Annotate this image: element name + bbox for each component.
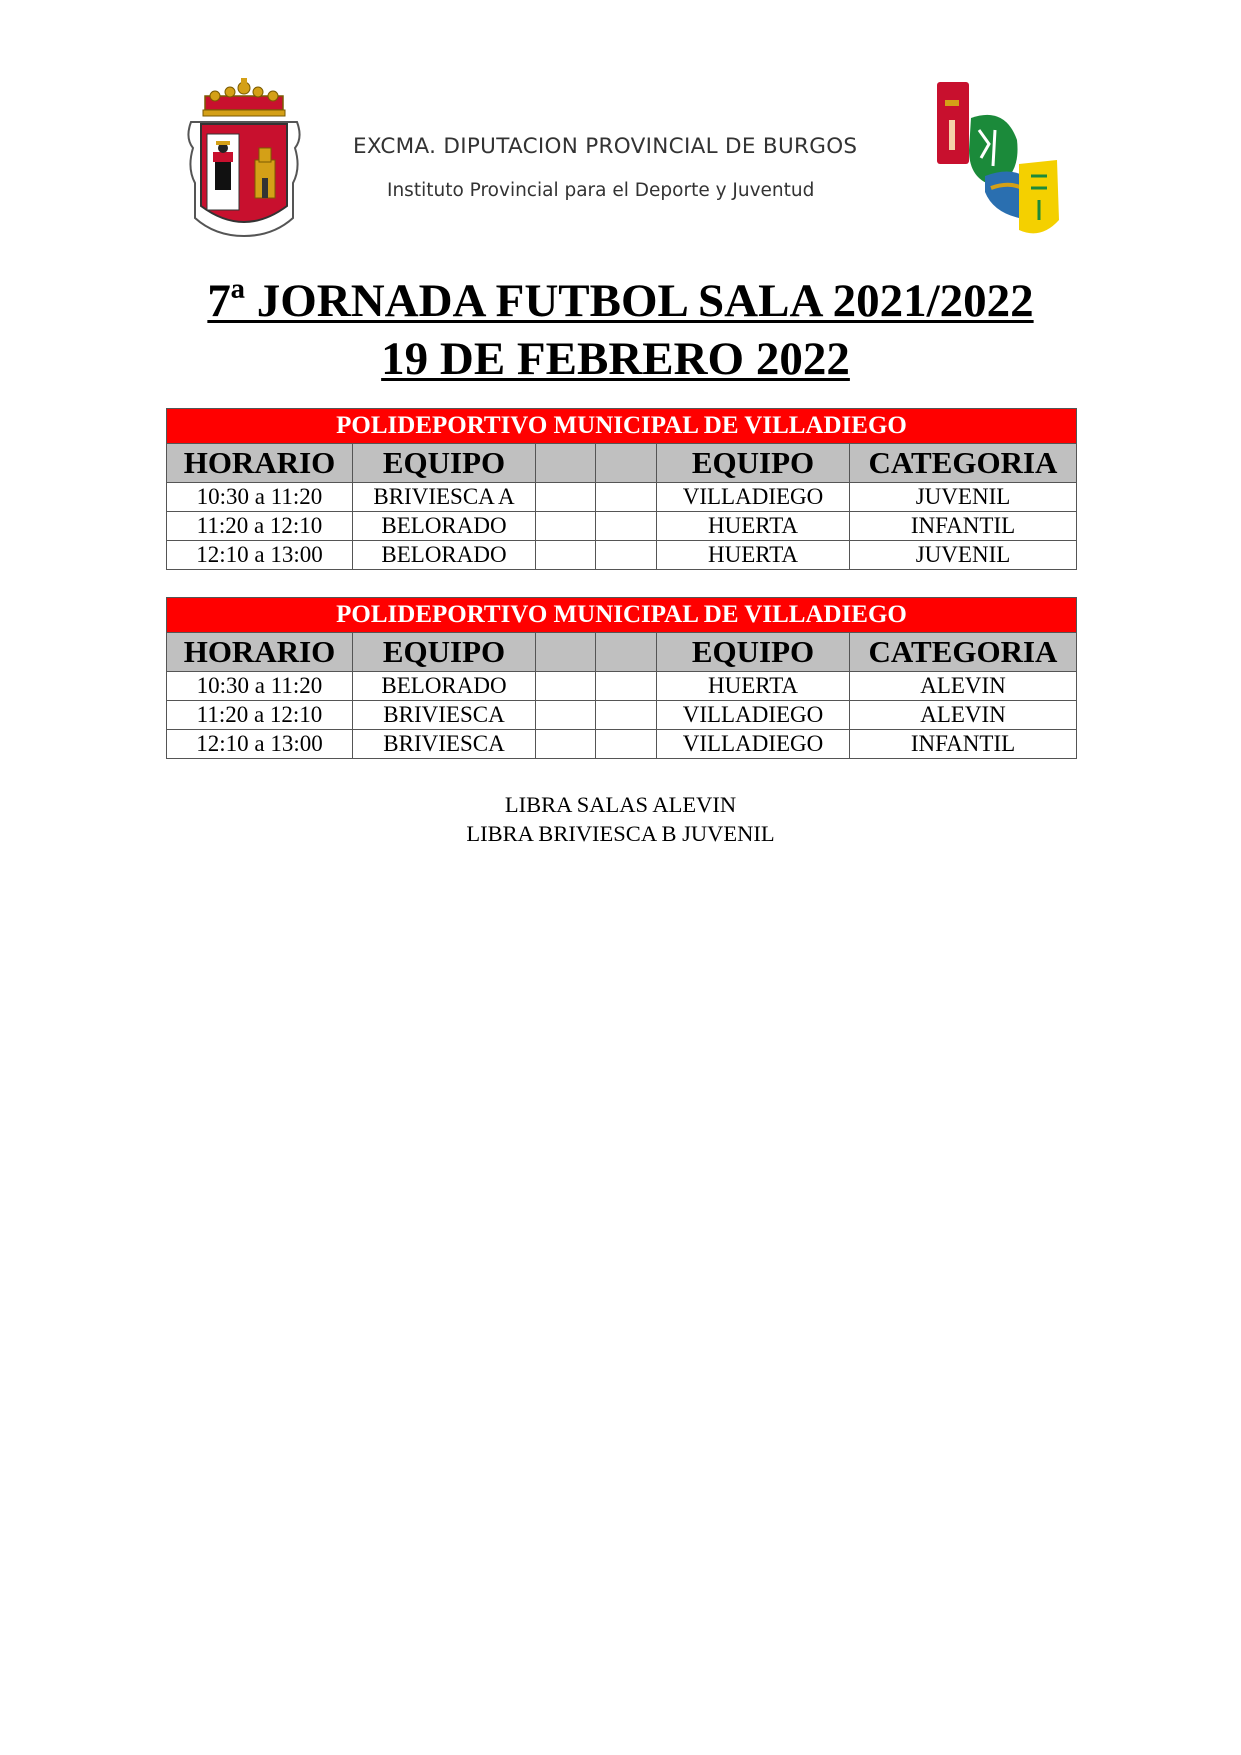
table-row (167, 672, 1077, 701)
score-cell (536, 730, 596, 759)
sports-institute-logo (935, 80, 1065, 242)
score-cell (596, 672, 657, 701)
score-cell (536, 672, 596, 701)
time-cell: 12:10 a 13:00 (167, 730, 353, 759)
coat-of-arms-logo (185, 78, 303, 238)
time-cell: 11:20 a 12:10 (167, 512, 353, 541)
table-row (167, 701, 1077, 730)
team-cell: BRIVIESCA A (353, 483, 536, 512)
time-cell: 10:30 a 11:20 (167, 483, 353, 512)
header-cell: EQUIPO (657, 633, 850, 672)
bye-note: LIBRA BRIVIESCA B JUVENIL (466, 821, 775, 846)
team-cell: VILLADIEGO (657, 701, 850, 730)
header-cell (536, 444, 596, 483)
table-row (167, 730, 1077, 759)
venue-name: POLIDEPORTIVO MUNICIPAL DE VILLADIEGO (167, 409, 1077, 444)
header-cell: EQUIPO (353, 633, 536, 672)
header-cell: HORARIO (167, 444, 353, 483)
time-cell: 11:20 a 12:10 (167, 701, 353, 730)
category-cell: JUVENIL (850, 541, 1077, 570)
team-cell: VILLADIEGO (657, 483, 850, 512)
title-line-2: 19 DE FEBRERO 2022 (381, 333, 850, 385)
organization-name: EXCMA. DIPUTACION PROVINCIAL DE BURGOS (353, 134, 858, 159)
bye-note: LIBRA SALAS ALEVIN (504, 792, 737, 817)
header-cell: CATEGORIA (850, 633, 1077, 672)
score-cell (596, 541, 657, 570)
team-cell: HUERTA (657, 541, 850, 570)
team-cell: BELORADO (353, 672, 536, 701)
score-cell (596, 483, 657, 512)
score-cell (536, 541, 596, 570)
page-title (0, 272, 1241, 388)
score-cell (596, 701, 657, 730)
bye-notes (0, 790, 1241, 848)
header-cell: EQUIPO (657, 444, 850, 483)
score-cell (536, 701, 596, 730)
header-cell: HORARIO (167, 633, 353, 672)
venue-row (167, 409, 1077, 444)
header-cell (536, 633, 596, 672)
category-cell: JUVENIL (850, 483, 1077, 512)
organization-subtitle: Instituto Provincial para el Deporte y Juventud (387, 180, 815, 201)
category-cell: ALEVIN (850, 672, 1077, 701)
team-cell: BELORADO (353, 512, 536, 541)
header-cell: CATEGORIA (850, 444, 1077, 483)
time-cell: 12:10 a 13:00 (167, 541, 353, 570)
venue-name: POLIDEPORTIVO MUNICIPAL DE VILLADIEGO (167, 598, 1077, 633)
header-row (167, 633, 1077, 672)
title-line-1: 7ª JORNADA FUTBOL SALA 2021/2022 (207, 275, 1034, 327)
table-row (167, 512, 1077, 541)
score-cell (596, 730, 657, 759)
team-cell: BRIVIESCA (353, 701, 536, 730)
header-cell: EQUIPO (353, 444, 536, 483)
page-header (0, 0, 1241, 250)
team-cell: HUERTA (657, 512, 850, 541)
schedule-table-1 (166, 408, 1077, 570)
table-row (167, 541, 1077, 570)
category-cell: ALEVIN (850, 701, 1077, 730)
score-cell (536, 512, 596, 541)
category-cell: INFANTIL (850, 730, 1077, 759)
team-cell: VILLADIEGO (657, 730, 850, 759)
score-cell (596, 512, 657, 541)
score-cell (536, 483, 596, 512)
time-cell: 10:30 a 11:20 (167, 672, 353, 701)
header-cell (596, 633, 657, 672)
team-cell: HUERTA (657, 672, 850, 701)
category-cell: INFANTIL (850, 512, 1077, 541)
header-row (167, 444, 1077, 483)
table-row (167, 483, 1077, 512)
schedule-table-2 (166, 597, 1077, 759)
team-cell: BRIVIESCA (353, 730, 536, 759)
header-cell (596, 444, 657, 483)
venue-row (167, 598, 1077, 633)
team-cell: BELORADO (353, 541, 536, 570)
